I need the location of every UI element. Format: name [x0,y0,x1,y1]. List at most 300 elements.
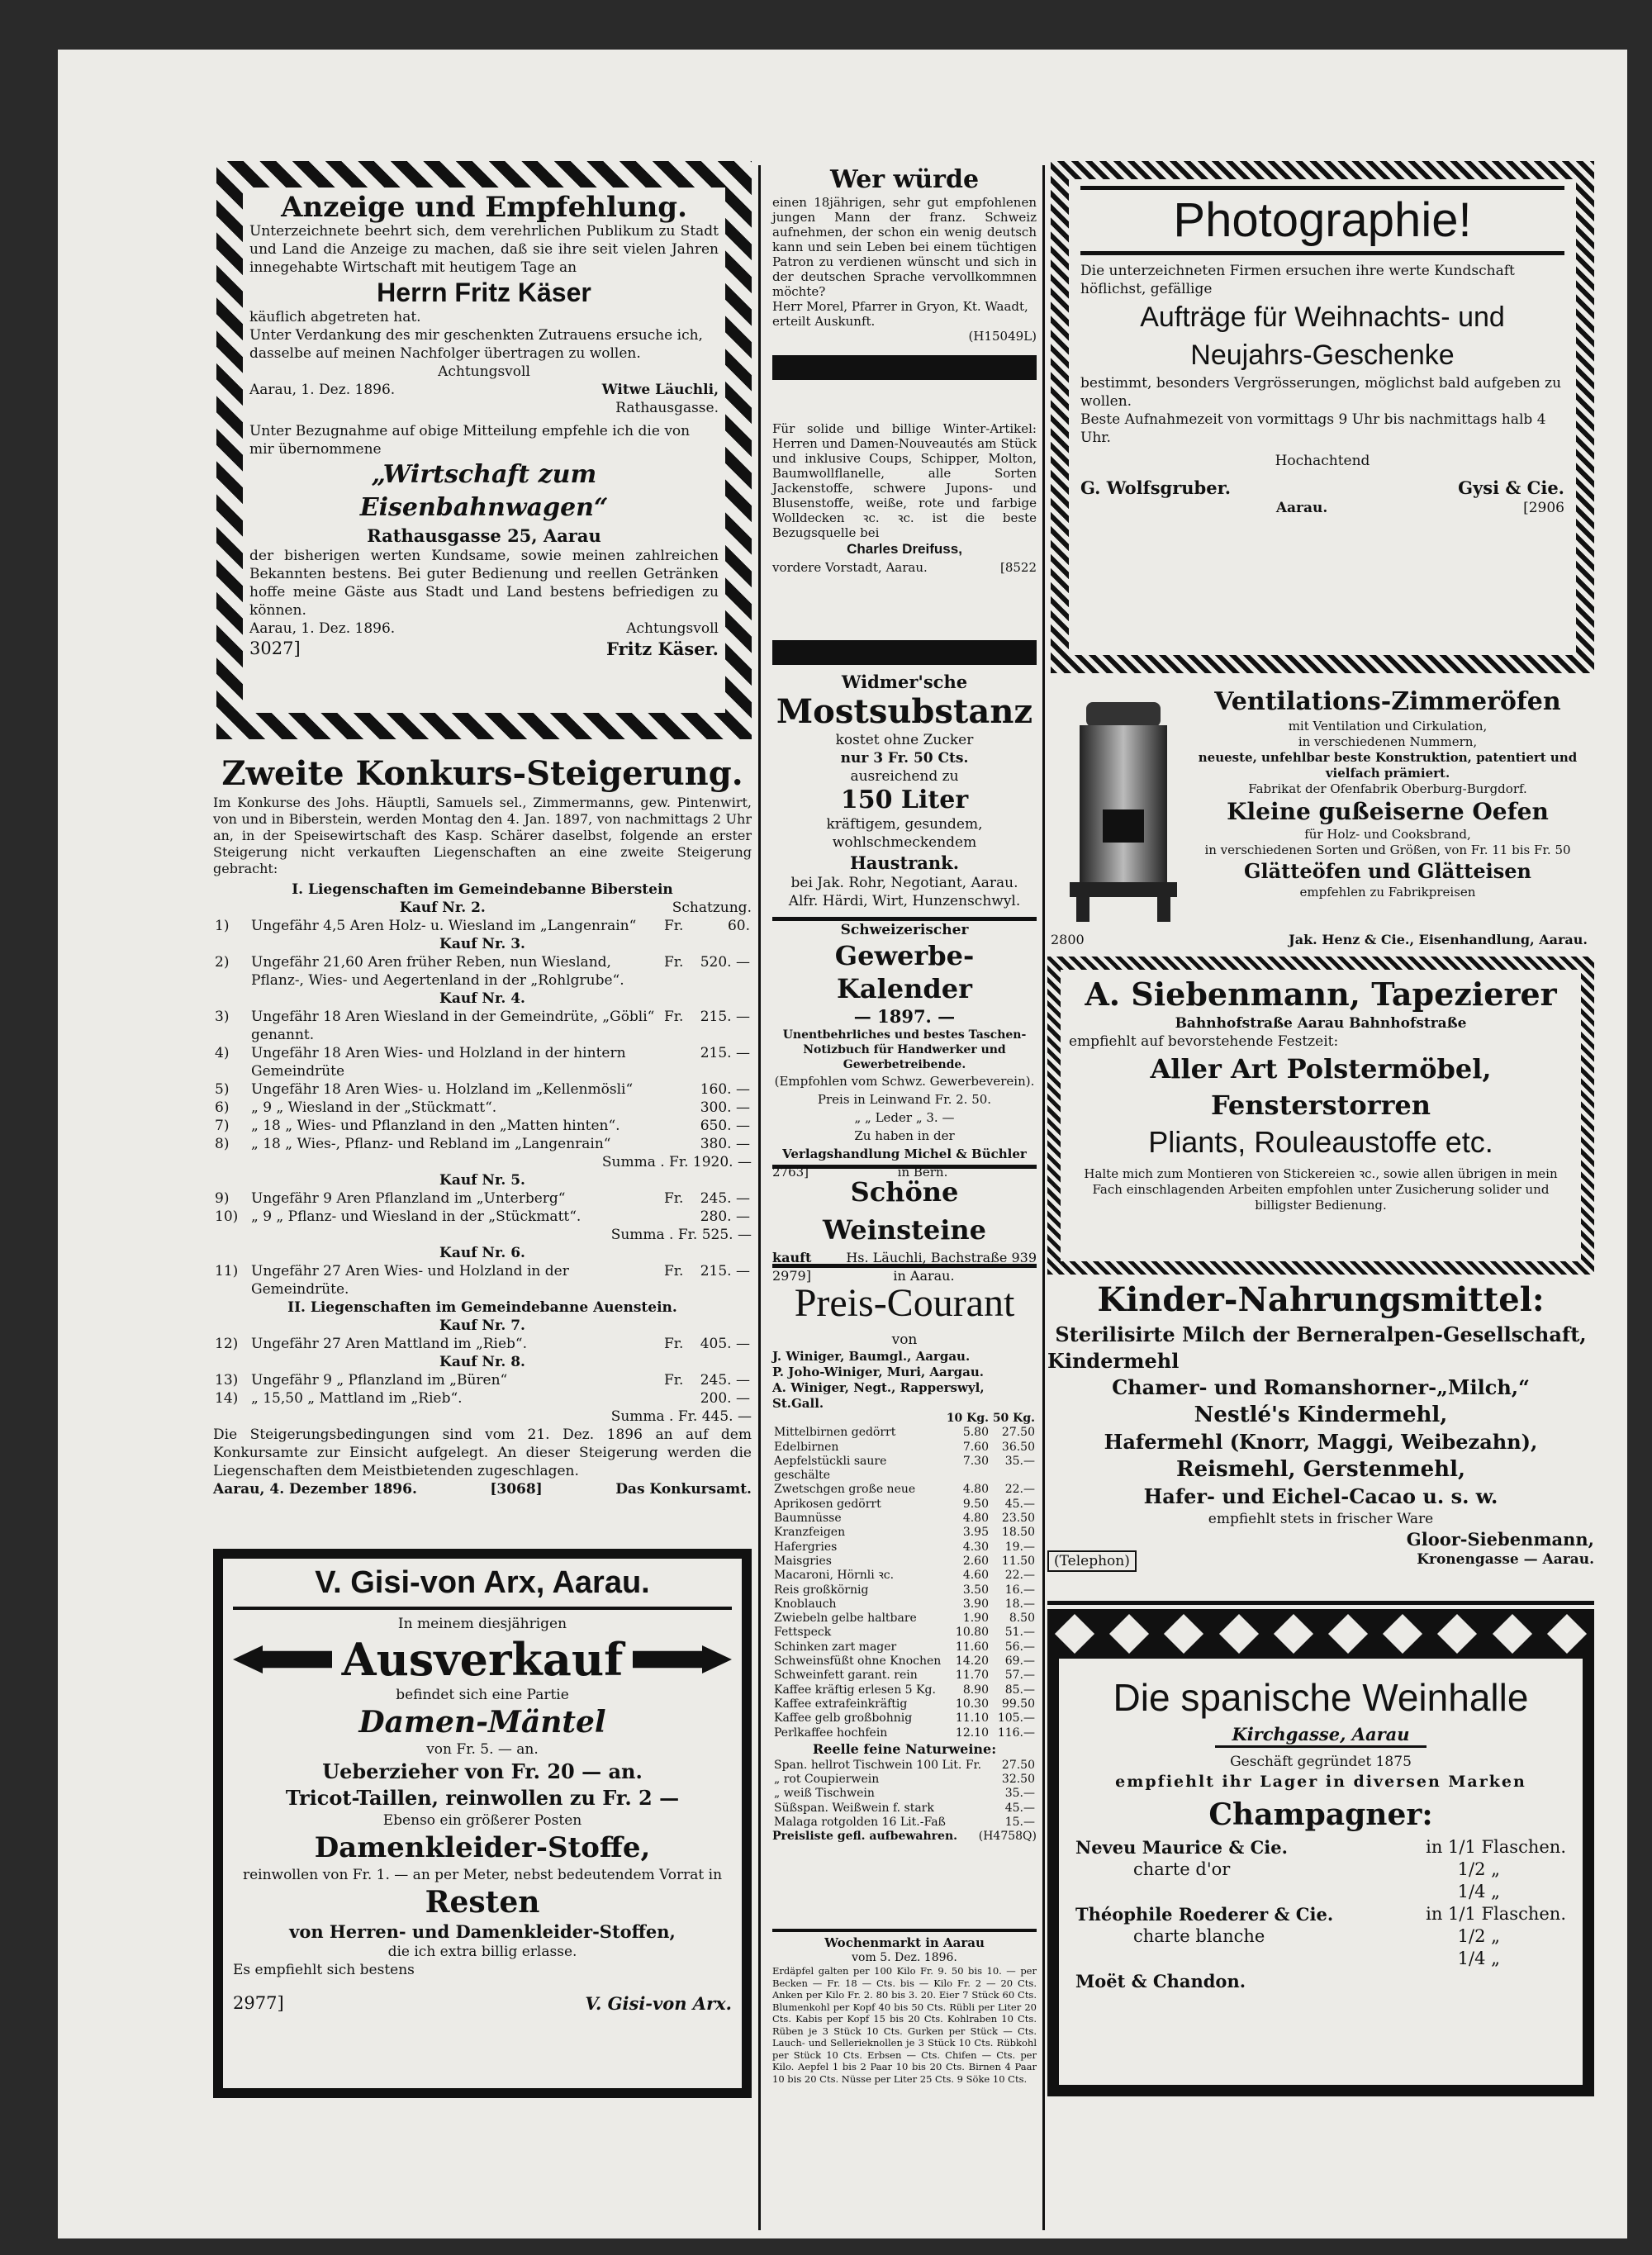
table-row [772,1555,1037,1569]
table-cell: 7) [215,1118,230,1134]
ad-date: Aarau, 1. Dez. 1896. [249,620,396,637]
ad-line: Reismehl, Gerstenmehl, [1175,1457,1466,1482]
property-table [213,1262,752,1298]
ad-line: die ich extra billig erlasse. [387,1944,577,1960]
ad-big-word: Ausverkauf [341,1633,624,1686]
ad-title: Kinder-Nahrungsmittel: [1097,1280,1545,1319]
table-cell: 22.— [1004,1569,1035,1583]
table-cell [662,1208,691,1226]
ad-title: Mostsubstanz [776,692,1033,731]
table-row [213,1117,752,1135]
ad-title: Anzeige und Empfehlung. [281,191,687,224]
table-cell: 32.50 [1001,1773,1035,1787]
table-cell: Macaroni, Hörnli ꝛc. [774,1569,895,1583]
ad-weinsteine [772,1173,1037,1284]
ad-line: Alfr. Härdi, Wirt, Hunzenschwyl. [788,893,1021,909]
table-row [772,1612,1037,1626]
ad-line: kauft [772,1250,812,1265]
ad-line: Geschäft gegründet 1875 [1230,1754,1412,1770]
ad-line: Sterilisirte Milch der Berneralpen-Gesellschaft, [1055,1322,1587,1346]
bottle-size: in 1/1 Flaschen. [1426,1904,1566,1924]
ad-line: Unentbehrliches und bestes Taschen-Notizbuch für Handwerker und Gewerbetreibende. [782,1028,1027,1071]
table-cell: Kaffee extrafeinkräftig [774,1697,908,1711]
ad-signature: Jak. Henz & Cie., Eisenhandlung, Aarau. [1289,932,1588,947]
table-cell: 15.— [1004,1816,1035,1830]
table-cell: 60. [727,918,750,934]
brand-sub: charte d'or [1133,1859,1231,1879]
ad-title: Die spanische Weinhalle [1113,1676,1529,1719]
table-cell: Ungefähr 18 Aren Wies- u. Holzland im „Kellenmösli“ [251,1081,634,1098]
ad-paragraph: Unter Verdankung des mir geschenkten Zutrauens ersuche ich, dasselbe auf meinen Nachfolger übertragen zu wollen. [249,327,703,362]
table-cell: Fr. [664,918,684,934]
ad-konkurs-steigerung [213,753,752,1513]
ad-line: empfiehlt stets in frischer Ware [1208,1511,1434,1527]
vendor: J. Winiger, Baumgl., Aargau. [772,1349,971,1364]
brand-sub: charte blanche [1133,1926,1265,1946]
ad-line: bei Jak. Rohr, Negotiant, Aarau. [790,875,1018,891]
ad-address: vordere Vorstadt, Aarau. [772,560,928,575]
table-cell: Fr. [664,1336,684,1352]
ad-anzeige-empfehlung [216,161,752,739]
ad-number: 2977] [233,1993,284,2013]
ad-title: Zweite Konkurs-Steigerung. [221,754,743,793]
table-cell: Schinken zart mager [774,1640,897,1654]
ad-line: von Herren- und Damenkleider-Stoffen, [289,1921,676,1942]
ad-paragraph: Unter Bezugnahme auf obige Mitteilung empfehle ich die von mir übernommene [249,423,691,458]
table-cell: Süßspan. Weißwein f. stark [774,1801,934,1815]
table-cell: 18.— [1004,1597,1035,1611]
wine-heading: Reelle feine Naturweine: [812,1740,997,1757]
ad-line: Fabrikat der Ofenfabrik Oberburg-Burgdorf. [1248,781,1527,796]
separator-bar [772,355,1037,380]
ad-telephon: (Telephon) [1047,1550,1137,1572]
table-row [213,1044,752,1080]
bottle-size: in 1/1 Flaschen. [1426,1837,1566,1857]
ad-wochenmarkt [772,1929,1037,2102]
table-cell: 7.30 [962,1454,989,1468]
table-cell: 6) [215,1099,230,1116]
ad-title: V. Gisi-von Arx, Aarau. [233,1564,732,1610]
ad-line: Ebenso ein größerer Posten [382,1812,582,1829]
ad-line: von [891,1332,918,1348]
table-cell: Ungefähr 9 „ Pflanzland im „Büren“ [251,1372,508,1389]
table-cell: Fettspeck [774,1626,832,1640]
ad-number: [2906 [1523,500,1564,516]
ad-gisi-von-arx [213,1549,752,2098]
ad-big-line: Aufträge für Weihnachts- und [1140,301,1505,333]
table-cell: 14) [215,1390,239,1407]
separator-bar [772,640,1037,665]
table-cell: 45.— [1004,1801,1035,1815]
ad-item: Resten [425,1885,540,1920]
kauf-heading: Kauf Nr. 5. [439,1172,525,1189]
kauf-heading: Kauf Nr. 3. [439,936,525,952]
table-cell: 215. — [700,1045,750,1061]
table-cell: 11.70 [955,1669,989,1683]
table-cell: 57.— [1004,1669,1035,1683]
table-cell [662,1389,691,1408]
table-cell [662,1135,691,1153]
ad-item: Damen-Mäntel [358,1705,606,1740]
table-cell: Schweinfett garant. rein [774,1669,918,1683]
ad-number: 2800 [1051,932,1085,947]
ad-line: reinwollen von Fr. 1. — an per Meter, nebst bedeutendem Vorrat in [242,1867,723,1883]
ad-title: Gewerbe-Kalender [834,940,975,1004]
table-cell: „ 15,50 „ Mattland im „Rieb“. [251,1390,463,1407]
ad-title: Wochenmarkt in Aarau [824,1935,985,1950]
ad-line: (Empfohlen vom Schwz. Gewerbeverein). [774,1074,1035,1089]
column-divider-2 [1042,165,1045,2230]
ad-signature: Gloor-Siebenmann, [1406,1529,1594,1550]
ad-name: Charles Dreifuss, [847,541,962,557]
ad-section: I. Liegenschaften im Gemeindebanne Biberstein [292,881,673,898]
table-cell: 650. — [700,1118,750,1134]
ad-winter-artikel [772,421,1037,586]
ad-item: Damenkleider-Stoffe, [314,1831,651,1864]
table-cell: Baumnüsse [774,1512,842,1526]
ad-name: Herrn Fritz Käser [377,278,591,307]
ad-big-word: 150 Liter [840,786,969,814]
ad-line: Chamer- und Romanshorner-„Milch,“ [1112,1375,1530,1399]
ad-line: kräftigem, gesundem, wohlschmeckendem [826,816,983,851]
table-cell [662,1117,691,1135]
table-cell: 9.50 [962,1497,989,1511]
table-cell: 99.50 [1001,1697,1035,1711]
table-cell: 8) [215,1136,230,1152]
bottle-size: 1/4 „ [1457,1882,1500,1901]
table-cell: 215. — [700,1009,750,1025]
column-divider-1 [758,165,761,2230]
ad-gewerbe-kalender [772,917,1037,1180]
ad-title: Preis-Courant [794,1281,1015,1325]
table-cell: 23.50 [1001,1512,1035,1526]
table-cell: 8.50 [1009,1612,1035,1626]
table-row [772,1455,1037,1484]
ad-line: kostet ohne Zucker [835,732,974,748]
ad-paragraph: Die unterzeichneten Firmen ersuchen ihre werte Kundschaft höflichst, gefällige [1080,263,1515,297]
ad-line: Schweizerischer [840,922,969,938]
ad-line: neueste, unfehlbar beste Konstruktion, patentiert und vielfach prämiert. [1198,750,1578,781]
table-cell: 10.80 [955,1626,989,1640]
table-cell: 4.60 [962,1569,989,1583]
table-cell: 105.— [997,1711,1035,1726]
ad-line: in verschiedenen Nummern, [1298,734,1478,749]
table-cell: 11.10 [955,1711,989,1726]
ad-paragraph: bestimmt, besonders Vergrösserungen, möglichst bald aufgeben zu wollen. [1080,375,1562,410]
ad-line: Widmer'sche [841,672,968,692]
ad-title: Wer würde [829,165,980,194]
table-cell: 11) [215,1263,239,1279]
table-cell: Zwiebeln gelbe haltbare [774,1612,917,1626]
table-cell: 1) [215,918,230,934]
ad-paragraph: Unterzeichnete beehrt sich, dem verehrlichen Publikum zu Stadt und Land die Anzeige zu machen, daß sie ihre seit vielen Jahren innegehabte Wirtschaft mit heutigem Tage an [249,223,719,276]
ad-paragraph: Für solide und billige Winter-Artikel: Herren und Damen-Nouveautés am Stück und inklusive Coups, Schipper, Molton, Baumwollflanelle, alle Sorten Jackenstoffe, schwere Jupons- und Blusenstoffe, weiße, rote und farbige Wolldecken ꝛc. ꝛc. ist die beste Bezugsquelle bei [772,421,1037,540]
table-cell: „ 9 „ Pflanz- und Wiesland in der „Stückmatt“. [251,1208,582,1225]
kauf-heading: Kauf Nr. 6. [439,1245,525,1261]
ad-inn-name: „Wirtschaft zum Eisenbahnwagen“ [359,460,609,522]
ad-paragraph: Die Steigerungsbedingungen sind vom 21. Dez. 1896 an auf dem Konkursamte zur Einsicht aufgelegt. An dieser Steigerung werden die Liegenschaften dem Meistbietenden zugeschlagen. [213,1427,752,1479]
kauf-heading: Kauf Nr. 2. [399,900,486,916]
table-row [772,1569,1037,1583]
table-cell: 11.60 [955,1640,989,1654]
vendor: P. Joho-Winiger, Muri, Aargau. [772,1365,984,1379]
sum-line: Summa . Fr. 445. — [610,1408,752,1425]
table-cell: 69.— [1004,1654,1035,1669]
ad-big-line: Aller Art Polstermöbel, Fensterstorren [1150,1053,1492,1121]
ad-address: Rathausgasse 25, Aarau [367,525,601,546]
ad-line: Verlagshandlung Michel & Büchler [782,1146,1027,1161]
ad-line: Hafermehl (Knorr, Maggi, Weibezahn), [1104,1430,1538,1454]
table-cell: 85.— [1004,1683,1035,1697]
table-cell: 3.50 [962,1583,989,1597]
property-table [213,1189,752,1226]
ad-title: Ventilations-Zimmeröfen [1214,687,1561,716]
table-cell: 3.90 [962,1597,989,1611]
ad-paragraph: Halte mich zum Montieren von Stickereien ꝛc., sowie allen übrigen in mein Fach einschlagenden Arbeiten empfohlen unter Zusicherung solider und billigster Bedienung. [1084,1166,1558,1213]
ad-line: Es empfiehlt sich bestens [233,1962,415,1978]
ad-firm: G. Wolfsgruber. [1080,477,1232,498]
table-cell: Schweinsfüßt ohne Knochen [774,1654,942,1669]
ad-line: Preisliste gefl. aufbewahren. [772,1830,958,1844]
table-row [213,1189,752,1208]
table-cell: 4.30 [962,1540,989,1554]
table-cell: Reis großkörnig [774,1583,869,1597]
table-cell: 380. — [700,1136,750,1152]
ad-line: für Holz- und Cooksbrand, [1304,827,1471,842]
table-cell: 13) [215,1372,239,1389]
table-row [213,1262,752,1298]
table-cell: 200. — [700,1390,750,1407]
table-cell: Knoblauch [774,1597,837,1611]
ad-address: Kronengasse — Aarau. [1417,1551,1594,1568]
ad-line: Hafer- und Eichel-Cacao u. s. w. [1143,1484,1498,1508]
table-row [213,1335,752,1353]
table-cell: 7.60 [962,1440,989,1454]
table-row [772,1802,1037,1816]
table-cell: Ungefähr 18 Aren Wies- und Holzland in der hintern Gemeindrüte [251,1045,626,1080]
ad-line: von Fr. 5. — an. [426,1741,539,1758]
table-cell: 9) [215,1190,230,1207]
wine-table [772,1759,1037,1830]
ad-line: „ „ Leder „ 3. — [854,1110,955,1125]
table-cell: 10) [215,1208,239,1225]
ad-line: befindet sich eine Partie [396,1687,569,1703]
ad-address: Bahnhofstraße Aarau Bahnhofstraße [1175,1015,1467,1032]
table-cell: 10 Kg. [946,1412,989,1425]
table-row [213,1389,752,1408]
ad-line: Haustrank. [849,852,960,873]
ad-date: Aarau, 1. Dez. 1896. [249,382,396,398]
table-cell: Ungefähr 27 Aren Mattland im „Rieb“. [251,1336,528,1352]
vendor: A. Winiger, Negt., Rapperswyl, St.Gall. [772,1380,985,1411]
table-row [213,1080,752,1099]
property-table [213,953,752,990]
kauf-heading: Kauf Nr. 4. [439,990,525,1007]
ad-paragraph: einen 18jährigen, sehr gut empfohlenen jungen Mann der franz. Schweiz aufnehmen, der schon ein wenig deutsch kann und sein Leben bei einem tüchtigen Patron zu verdienen wünscht und sich in der deutschen Sprache vervollkommnen möchte? [772,195,1037,299]
pointing-hand-icon [633,1645,732,1673]
table-row [213,1135,752,1153]
ad-big-line: Pliants, Rouleaustoffe etc. [1148,1125,1493,1159]
stove-illustration [1061,686,1185,933]
ad-address: Kirchgasse, Aarau [1215,1723,1426,1748]
table-cell: 5.80 [962,1426,989,1440]
ad-paragraph: käuflich abgetreten hat. [249,309,421,325]
sum-line: Summa . Fr. 525. — [610,1227,752,1243]
table-row [772,1697,1037,1711]
table-cell: 405. — [700,1336,750,1352]
ad-line: in verschiedenen Sorten und Größen, von Fr. 11 bis Fr. 50 [1204,843,1571,857]
ad-line: mit Ventilation und Cirkulation, [1288,719,1488,733]
ad-number: [8522 [999,560,1037,575]
table-cell: 27.50 [1001,1758,1035,1772]
table-row [772,1773,1037,1787]
ad-number: (H15049L) [968,329,1037,344]
pointing-hand-icon [233,1645,332,1673]
table-cell: 56.— [1004,1640,1035,1654]
table-row [772,1483,1037,1497]
table-cell: „ 18 „ Wies- und Pflanzland in den „Matten hinten“. [251,1118,620,1134]
ad-title: Photographie! [1080,186,1564,255]
table-cell: 2) [215,954,230,971]
table-cell: 4.80 [962,1483,989,1497]
ad-date: Aarau, 4. Dezember 1896. [213,1481,417,1498]
price-table [772,1412,1037,1740]
table-cell: Span. hellrot Tischwein 100 Lit. Fr. [774,1758,982,1772]
table-cell: 4) [215,1045,230,1061]
table-cell: Ungefähr 27 Aren Wies- und Holzland in der Gemeindrüte. [251,1263,569,1298]
ad-paragraph: Im Konkurse des Johs. Häuptli, Samuels sel., Zimmermanns, gew. Pintenwirt, von und in Biberstein, werden Montag den 4. Jan. 1897, von nachmittags 2 Uhr an, in der Speisewirtschaft des Kasp. Schärer daselbst, folgende an erster Steigerung nicht verkauften Liegenschaften an eine zweite Steigerung gebracht: [213,795,752,876]
table-cell: 22.— [1004,1483,1035,1497]
ad-signature: Witwe Läuchli, [601,382,719,398]
table-cell: 45.— [1004,1497,1035,1511]
table-cell: 215. — [700,1263,750,1279]
ad-paragraph: Beste Aufnahmezeit von vormittags 9 Uhr bis nachmittags halb 4 Uhr. [1080,411,1546,446]
table-cell: 5) [215,1081,230,1098]
table-cell: 19.— [1004,1540,1035,1554]
table-cell: 2.60 [962,1554,989,1568]
table-row [772,1683,1037,1697]
ad-mostsubstanz [772,671,1037,910]
table-cell: 51.— [1004,1626,1035,1640]
table-row [772,1498,1037,1512]
ad-paragraph: Erdäpfel galten per 100 Kilo Fr. 9. 50 bis 10. — per Becken — Fr. 18 — Cts. bis — Kilo Fr. 2 — 20 Cts. Anken per Kilo Fr. 2. 80 bis 3. 20. Eier 7 Stück 60 Cts. Blumenkohl per Kopf 40 bis 50 Cts. Rübli per Liter 20 Cts. Kabis per Kopf 15 bis 20 Cts. Kohlraben 10 Cts. Rüben je 3 Stück 10 Cts. Gurken per Stück — Cts. Lauch- und Sellerieknollen je 3 Stück 10 Cts. Rübkohl per Stück 10 Cts. Erbsen — Cts. Chifen — Cts. per Kilo. Aepfel 1 bis 2 Paar 10 bis 20 Cts. Birnen 4 Paar 10 bis 20 Cts. Nüsse per Liter 25 Cts. 9 Söke 10 Cts. [772,1965,1037,2085]
ad-line: ausreichend zu [850,768,959,785]
ad-big-line: Champagner: [1208,1797,1433,1832]
table-row [213,1008,752,1044]
ad-paragraph: Herr Morel, Pfarrer in Gryon, Kt. Waadt, erteilt Auskunft. [772,299,1028,329]
table-row [213,917,752,935]
brand: Neveu Maurice & Cie. [1075,1837,1288,1858]
table-cell: Aprikosen gedörrt [774,1497,881,1511]
table-cell: 4.80 [962,1512,989,1526]
ad-line: In meinem diesjährigen [397,1616,567,1632]
table-row [213,1208,752,1226]
table-cell: 245. — [700,1372,750,1389]
table-cell: Fr. [664,1263,684,1279]
table-row [772,1441,1037,1455]
table-cell: 116.— [997,1726,1035,1740]
table-cell: 18.50 [1001,1526,1035,1540]
table-cell: Mittelbirnen gedörrt [774,1426,896,1440]
ad-item: Tricot-Taillen, reinwollen zu Fr. 2 — [285,1786,680,1810]
ad-firm: Gysi & Cie. [1458,477,1564,498]
ad-line: Hochachtend [1275,453,1370,469]
table-cell: Ungefähr 18 Aren Wiesland in der Gemeindrüte, „Göbli“ genannt. [251,1009,655,1043]
table-cell: 27.50 [1001,1426,1035,1440]
property-table [213,1371,752,1408]
ad-line: nur 3 Fr. 50 Cts. [840,750,969,767]
ad-signature: Fritz Käser. [605,639,719,659]
table-cell: Edelbirnen [774,1440,839,1454]
ad-line: empfiehlt auf bevorstehende Festzeit: [1069,1033,1339,1050]
kauf-heading: Kauf Nr. 7. [439,1317,525,1334]
bottle-size: 1/4 „ [1457,1949,1500,1968]
brand: Moët & Chandon. [1075,1971,1246,1992]
ad-line: Nestlé's Kindermehl, [1194,1403,1448,1427]
sum-line: Summa . Fr. 1920. — [601,1154,752,1170]
table-row [772,1512,1037,1526]
table-cell: „ rot Coupierwein [774,1773,880,1787]
table-cell: 245. — [700,1190,750,1207]
table-cell: 12) [215,1336,239,1352]
table-row [772,1726,1037,1740]
ad-line: vom 5. Dez. 1896. [852,1951,957,1964]
table-cell: Perlkaffee hochfein [774,1726,888,1740]
ad-year: — 1897. — [853,1006,956,1027]
ad-signature: Das Konkursamt. [615,1481,752,1498]
ad-number: 2763] [772,1165,809,1180]
table-cell: Fr. [664,1009,684,1025]
table-cell: 35.— [1004,1787,1035,1801]
table-row [772,1626,1037,1640]
table-row [772,1597,1037,1612]
ad-paragraph: Achtungsvoll [438,363,530,380]
table-cell: 3) [215,1009,230,1025]
table-cell: Kaffee kräftig erlesen 5 Kg. [774,1683,936,1697]
brand: Théophile Roederer & Cie. [1075,1904,1334,1925]
table-cell: 16.— [1004,1583,1035,1597]
ad-paragraph: der bisherigen werten Kundsame, sowie meinen zahlreichen Bekannten bestens. Bei guter Bedienung und reellen Getränken hoffe meine Gäste aus Stadt und Land bestens befriedigen zu können. [249,548,719,619]
table-cell: 36.50 [1001,1440,1035,1454]
table-row [772,1787,1037,1801]
ad-kinder-nahrungsmittel [1047,1279,1594,1605]
table-header [772,1412,1037,1426]
table-cell: 10.30 [955,1697,989,1711]
table-cell: 1.90 [962,1612,989,1626]
table-cell: Aepfelstückli saure geschälte [774,1454,887,1483]
table-row [772,1816,1037,1830]
table-cell: Kranzfeigen [774,1526,846,1540]
ad-line: empfiehlt ihr Lager in diversen Marken [1115,1773,1526,1791]
table-cell: Fr. [664,1372,684,1389]
ad-line: Hs. Läuchli, Bachstraße 939 [846,1250,1037,1265]
property-table [213,1008,752,1153]
table-row [772,1526,1037,1540]
ad-spanische-weinhalle [1047,1659,1594,2096]
table-cell: „ 18 „ Wies-, Pflanz- und Rebland im „Langenrain“ [251,1136,611,1152]
table-row [772,1759,1037,1773]
table-cell [662,1099,691,1117]
ad-number: (H4758Q) [978,1830,1037,1844]
ad-section: II. Liegenschaften im Gemeindebanne Auenstein. [287,1299,677,1316]
table-cell: 520. — [700,954,750,971]
table-row [213,1371,752,1389]
ad-line: Kindermehl [1047,1349,1180,1373]
ad-item: Ueberzieher von Fr. 20 — an. [322,1759,643,1783]
table-cell: Ungefähr 21,60 Aren früher Reben, nun Wiesland, Pflanz-, Wies- und Aegertenland in der „Rohlgrube“. [251,954,624,989]
ad-big-line: Neujahrs-Geschenke [1190,339,1455,371]
ad-preis-courant [772,1276,1037,1920]
